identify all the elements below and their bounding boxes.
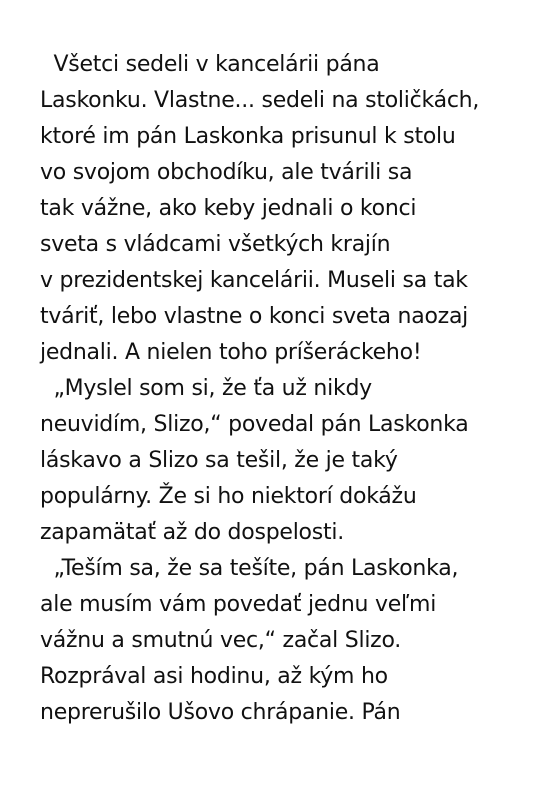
text-line: Všetci sedeli v kancelárii pána <box>40 52 380 77</box>
text-line: v prezidentskej kancelárii. Museli sa tak <box>40 268 468 293</box>
text-line: tak vážne, ako keby jednali o konci <box>40 196 417 221</box>
text-line: neprerušilo Ušovo chrápanie. Pán <box>40 700 401 725</box>
text-line: sveta s vládcami všetkých krajín <box>40 232 391 257</box>
text-line: Laskonku. Vlastne... sedeli na stoličkách, <box>40 88 480 113</box>
text-line: Rozprával asi hodinu, až kým ho <box>40 664 388 689</box>
text-line: zapamätať až do dospelosti. <box>40 520 344 545</box>
text-line: tváriť, lebo vlastne o konci sveta naozaj <box>40 304 469 329</box>
text-line: jednali. A nielen toho príšeráckeho! <box>40 340 422 365</box>
text-line: láskavo a Slizo sa tešil, že je taký <box>40 448 398 473</box>
text-line: neuvidím, Slizo,“ povedal pán Laskonka <box>40 412 469 437</box>
text-line: ale musím vám povedať jednu veľmi <box>40 592 437 617</box>
text-line: vážnu a smutnú vec,“ začal Slizo. <box>40 628 402 653</box>
text-line: „Teším sa, že sa tešíte, pán Laskonka, <box>40 556 459 581</box>
text-line: vo svojom obchodíku, ale tvárili sa <box>40 160 413 185</box>
text-line: populárny. Že si ho niektorí dokážu <box>40 484 417 509</box>
text-line: ktoré im pán Laskonka prisunul k stolu <box>40 124 456 149</box>
text-line: „Myslel som si, že ťa už nikdy <box>40 376 372 401</box>
